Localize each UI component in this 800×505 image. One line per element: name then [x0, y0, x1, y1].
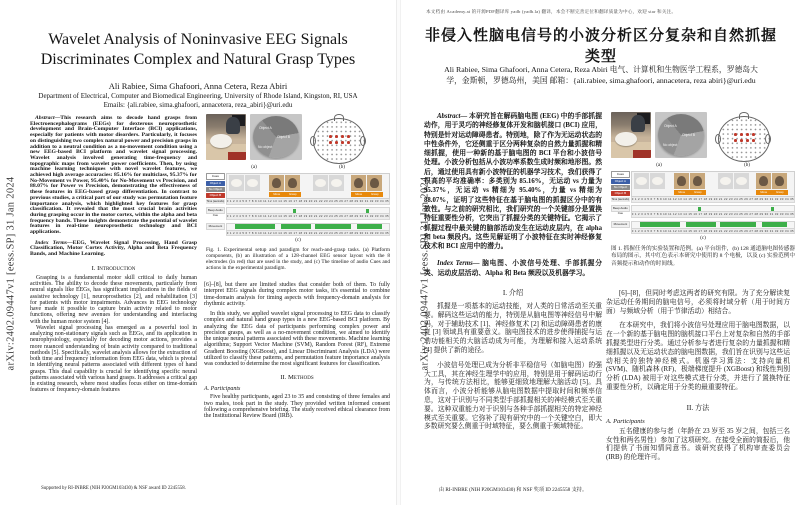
authors-line-1: Ali Rabiee, Sima Ghafoori, Anna Cetera, Reza Abiri 电气、计算机和生物医学工程系，罗德岛大	[444, 65, 758, 74]
section-methods: II. Methods	[280, 374, 314, 382]
disc-shape	[253, 116, 299, 158]
title-line-1: Wavelet Analysis of Noninvasive EEG Signals	[48, 31, 348, 48]
timeline-legend	[206, 173, 225, 205]
trial-group	[313, 175, 345, 191]
movement-strip	[226, 223, 390, 231]
move-cue-label: Move	[355, 192, 363, 196]
cue-photo-tile	[313, 175, 328, 191]
legend-cues: Cues	[611, 171, 630, 178]
setup-photo	[611, 112, 651, 158]
time-ticks: 0 1 2 3 4 5 6 7 8 9 10 11 12 13 14 15 16 17 18 19 20 21 22 23 24 25 26 27 28 29 30 31 32 33 34 35	[631, 228, 794, 233]
section-introduction: I. 介绍	[502, 289, 524, 298]
red-electrode	[335, 135, 338, 138]
paper-page-chinese	[400, 0, 800, 505]
red-electrode	[752, 139, 755, 142]
disc-label-object-a: Object A	[664, 124, 677, 128]
movement-block	[762, 222, 787, 227]
disc-shape	[658, 114, 704, 156]
headmap-electrode-grid	[313, 118, 365, 164]
red-electrode	[329, 135, 332, 138]
figure-panel-c-timeline	[206, 173, 390, 236]
movement-block	[281, 224, 311, 229]
disc-label-no-object: No object	[663, 143, 678, 147]
timeline-track	[226, 173, 390, 205]
beep-mark	[771, 207, 775, 211]
section-methods: II. 方法	[686, 403, 710, 412]
legend-object-b: Object B	[206, 193, 225, 198]
paper-page-english	[0, 0, 397, 505]
red-electrode	[335, 141, 338, 144]
figure-panel-a-b	[206, 114, 390, 164]
affiliation: Department of Electrical, Computer and Biomedical Engineering, University of Rhode Island, Kingston, RI, USA	[38, 92, 358, 100]
cue-photo-tile	[229, 175, 244, 191]
grasp-photo-tile	[690, 173, 705, 189]
red-electrode	[746, 133, 749, 136]
disc-label-no-object: No object	[258, 145, 273, 149]
page-title	[22, 30, 374, 70]
index-terms-text: 脑电图、小波信号处理、手部抓握分类、运动皮层活动、Alpha 和 Beta 频段以及机器学习。	[424, 260, 603, 277]
grasp-cue-label: Grasp	[288, 192, 297, 196]
movement-block	[686, 222, 716, 227]
move-grasp-cuebar	[674, 190, 706, 195]
red-electrode	[347, 135, 350, 138]
authors: Ali Rabiee, Sima Ghafoori, Anna Cetera, Reza Abiri	[108, 81, 288, 91]
red-electrode	[746, 139, 749, 142]
intro-paragraph-2: 小波信号处理已成为分析非平稳信号（如脑电图）的强大工具，其在神经生理学中的应用，特别是用于解码运动行为，与传统方法相比，能够更细致地理解大脑活动 [5]。具体而言，小波分析能够从脑电图数据中提取时间和频率信息，这对于识别与不同类型手部抓握相关的神经模式至关重要。这种双重能力对于识别与各种手部抓握相关的特定神经模式至关重要。它弥补了现有研究中的一个关键空白，即大多数研究要么侧重于时域特征，要么侧重于频域特征。	[424, 361, 602, 431]
col2-paragraph-2: In this study, we applied wavelet signal processing to EEG data to classify complex and natural hand grasp types in a new EEG-based BCI platform. By analyzing the EEG data of participants performing complex power and precision grasps, as well as a no-movement condition, we aimed to identify the unique neural patterns associated with these movements. Machine learning algorithms; Support Vector Machine (SVM), Random Forest (RF), Extreme Gradient Boosting (XGBoost), and Linear Discriminant Analysis (LDA) were utilized to classify these patterns, and permutation feature importance analysis was conducted to determine the most significant features for classification.	[204, 311, 390, 367]
beep-strip	[226, 207, 390, 214]
index-terms-text: EEG, Wavelet Signal Processing, Hand Grasp Classification, Motor Cortex Activity, Alpha and Beta Frequency Bands, and Machine Learning.	[30, 239, 197, 258]
timeline-legend	[611, 171, 630, 203]
col2-paragraph-1: [6]–[8]，但同时考虑这两者的研究有限。为了充分解读复杂运动任务期间的脑电信号，必须将时域分析（用于时间方面）与频域分析（用于节律活动）相结合。	[606, 290, 790, 315]
trial-group	[718, 173, 750, 189]
col2-paragraph-1: [6]–[8], but there are limited studies that consider both of them. To fully interpret EEG signals during complex motor tasks, it's essential to combine time-domain analysis for timing aspects with frequency-domain analysis for rhythmic activity.	[204, 282, 390, 307]
cue-photo-tile	[634, 173, 649, 189]
movement-block	[315, 224, 351, 229]
intro-paragraph-1: Grasping is a fundamental motor skill critical to daily human activities. The ability to decode these movements, particularly from neural signals like EEGs, has significant implications in the fields of assistive technology [1], neuroprosthetics [2], and rehabilitation [3] for patients with motor impairments. Advances in EEG technology have made it possible to capture brain activity related to motor functions, offering new avenues for understanding and interfacing with the human motor system [4].	[30, 274, 197, 325]
time-ticks: 0 1 2 3 4 5 6 7 8 9 10 11 12 13 14 15 16 17 18 19 20 21 22 23 24 25 26 27 28 29 30 31 32 33 34 35	[226, 230, 389, 235]
movement-block	[640, 222, 680, 227]
setup-photo	[206, 114, 246, 160]
index-terms	[30, 241, 197, 258]
movement-block	[357, 224, 382, 229]
beep-mark	[293, 209, 297, 213]
grasp-photo-tile	[674, 173, 689, 189]
beep-audio-cue-label: Beep Audio Cue	[207, 208, 223, 218]
movement-strip	[631, 221, 795, 229]
disc-label-object-a: Object A	[259, 126, 272, 130]
cue-photo-strip	[226, 173, 390, 199]
legend-object-a: Object A	[206, 181, 225, 186]
timeline-track	[631, 171, 795, 203]
panel-c-label: (c)	[295, 238, 301, 244]
disc-label-object-b: Object B	[682, 133, 696, 137]
beep-mark	[366, 209, 370, 213]
column-left	[30, 116, 197, 394]
column-right	[204, 282, 390, 419]
abstract	[424, 112, 602, 251]
trial-group	[756, 173, 788, 195]
cue-photo-strip	[631, 171, 795, 197]
subsection-participants: A. Participants	[204, 386, 241, 393]
authors	[431, 64, 771, 86]
intro-paragraph-1: 抓握是一项基本的运动技能，对人类的日常活动至关重要。解码这些运动的能力，特别是从脑电图等神经信号中解码，对于辅助技术 [1]、神经修复术 [2] 和运动障碍患者的康复 [3] 领域具有重要意义。脑电图技术的进步使得捕捉与运动功能相关的大脑活动成为可能，为理解和接入运动系统 [4] 提供了新的途径。	[424, 303, 602, 355]
red-electrode	[752, 133, 755, 136]
movement-block	[235, 224, 275, 229]
participants-paragraph: Five healthy participants, aged 23 to 35 and consisting of three females and two males, took part in the study. They provided written informed consent following a comprehensive briefing. The study received ethical clearance from the Institutional Review Board (IRB).	[204, 394, 390, 419]
red-electrode	[329, 141, 332, 144]
section-introduction: I. Introduction	[91, 264, 136, 272]
arxiv-margin-label: arXiv:2402.09447v1 [eess.SP] 31 Jan 2024	[5, 176, 17, 371]
trial-group	[634, 173, 666, 189]
panel-c-label: (c)	[700, 236, 706, 242]
legend-object-a: Object A	[611, 179, 630, 184]
legend-no-object: No Object	[206, 187, 225, 192]
grasp-photo-tile	[269, 175, 284, 191]
grasp-cue-label: Grasp	[693, 190, 702, 194]
cue-photo-tile	[734, 173, 749, 189]
move-cue-label: Move	[273, 192, 281, 196]
col2-paragraph-2: 在本研究中，我们将小波信号处理应用于脑电图数据，以在一个新的基于脑电图的脑机接口平台上对复杂和自然的手部抓握类型进行分类。通过分析参与者进行复杂的力量抓握和精细抓握以及无运动状态的脑电图数据，我们旨在识别与这些运动相关的独特神经模式。机器学习算法：支持向量机 (SVM)、随机森林 (RF)、极端梯度提升 (XGBoost) 和线性判别分析 (LDA) 被用于对这些模式进行分类，并进行了置换特征重要性分析，以确定用于分类的最重要特征。	[606, 322, 790, 391]
abstract	[30, 116, 197, 236]
beep-mark	[698, 207, 702, 211]
cue-photo-tile	[650, 173, 665, 189]
grasp-photo-tile	[285, 175, 300, 191]
figure-caption: 图 1. 抓握任务的实验装置和范例。(a) 平台组件，(b) 128 通道脑电图传感器布局的图示，其中红色表示本研究中使用的 8 个电极，以及 (c) 实验范例中音频提示和动作的时间线。	[611, 246, 795, 267]
move-grasp-cuebar	[269, 192, 301, 197]
figure-panel-a-b	[611, 112, 795, 162]
move-cue-label: Move	[678, 190, 686, 194]
panel-a-label: (a)	[656, 163, 662, 168]
eeg-headmap	[715, 112, 771, 162]
time-ticks: 0 1 2 3 4 5 6 7 8 9 10 11 12 13 14 15 16 17 18 19 20 21 22 23 24 25 26 27 28 29 30 31 32 33 34 35	[631, 197, 794, 201]
beep-audio-cue-label: Beep Audio Cue	[612, 206, 628, 216]
trial-group	[351, 175, 383, 197]
panel-labels	[206, 165, 390, 170]
headmap-electrode-grid	[718, 116, 770, 162]
authors-line-2: 学，金斯顿，罗德岛州，美国 邮箱：{ali.rabiee, sima.ghafoori, annacetera, reza abiri}@uri.edu	[446, 76, 756, 85]
cloth-shape	[633, 150, 651, 158]
red-electrode	[740, 139, 743, 142]
title-line-2: Discriminates Complex and Natural Grasp Types	[40, 51, 356, 68]
support-footnote: Supported by RI-INBRE (NIH P20GM103430) & NSF award ID 2245558.	[41, 486, 186, 491]
cloth-shape	[228, 152, 246, 160]
abstract-label: Abstract—	[437, 113, 470, 120]
figure-1	[206, 114, 390, 271]
move-grasp-cuebar	[351, 192, 383, 197]
trial-group	[674, 173, 706, 195]
column-left	[424, 112, 602, 438]
participant-shape	[631, 115, 645, 132]
red-electrode	[341, 141, 344, 144]
grasp-photo-tile	[756, 173, 771, 189]
legend-cues: Cues	[206, 173, 225, 180]
intro-paragraph-2: Wavelet signal processing has emerged as a powerful tool in analyzing non-stationary signals such as EEGs, and its application in neurophysiology, especially for decoding motor actions, provides a more nuanced understanding of brain activity compared to traditional methods [5]. Specifically, wavelet analysis allows for the extraction of both time and frequency information from EEG data, which is pivotal in identifying neural patterns associated with different types of hand grasps. This dual capability is crucial for identifying specific neural patterns associated with various hand grasps. It addresses a critical gap in existing research, where most studies focus either on time-domain features or frequency-domain features	[30, 324, 198, 394]
panel-labels	[611, 163, 795, 168]
column-right	[606, 290, 790, 469]
grasp-cue-label: Grasp	[370, 192, 379, 196]
red-electrode	[341, 135, 344, 138]
figure-1	[611, 112, 795, 268]
index-terms-label: Index Terms—	[437, 260, 483, 268]
movement-block	[720, 222, 756, 227]
cue-photo-tile	[718, 173, 733, 189]
translator-note: 本文档由 Academy.ai 的开源PDF翻译库 yadb (yadb.la) 翻译，本会不断完善定位和翻译质量为中心，欢迎 star 和关注。	[426, 9, 677, 14]
figure-caption: Fig. 1. Experimental setup and paradigm for reach-and-grasp tasks. (a) Platform components, (b) an illustration of a 128-channel EEG sensor layout with the 8 electrodes (in red) that are used in the study, and (c) The timeline of audio Cues and actions in the experimental paradigm.	[206, 247, 390, 272]
index-terms-label: Index Terms—	[35, 239, 73, 246]
legend-no-object: No Object	[611, 185, 630, 190]
red-electrode	[347, 141, 350, 144]
participant-shape	[226, 117, 240, 134]
figure-panel-c-timeline	[611, 171, 795, 234]
eeg-headmap	[310, 114, 366, 164]
panel-b-label: (b)	[339, 165, 345, 170]
subsection-participants: A. Participants	[606, 417, 645, 425]
grasp-cue-label: Grasp	[775, 190, 784, 194]
rotating-disc-photo	[250, 114, 302, 160]
cue-photo-tile	[329, 175, 344, 191]
rotating-disc-photo	[655, 112, 707, 158]
abstract-label: Abstract—	[35, 115, 61, 121]
trial-group	[269, 175, 301, 197]
legend-object-b: Object B	[611, 191, 630, 196]
time-ticks: 0 1 2 3 4 5 6 7 8 9 10 11 12 13 14 15 16 17 18 19 20 21 22 23 24 25 26 27 28 29 30 31 32 33 34 35	[226, 199, 389, 203]
abstract-text: This research aims to decode hand grasps from Electroencephalograms (EEGs) for dexterous neuroprosthetic development and Brain-Computer Interface (BCI) applications, especially for patients with motor disorders. Particularly, it focuses on distinguishing two complex natural power and precision grasps in addition to a neutral condition as a no-movement condition using a new EEG-based BCI platform and wavelet signal processing. Wavelet analysis involved generating time-frequency and topographic maps from wavelet power coefficients. Then, by using machine learning techniques with novel wavelet features, we achieved high average accuracies: 85.16% for multiclass, 95.37% for No-Movement vs Power, 95.40% for No-Movement vs Precision, and 88.07% for Power vs Precision, demonstrating the effectiveness of these features in EEG-based grasp differentiation. In contrast to previous studies, a critical part of our study was permutation feature importance analysis, which highlighted key features for grasp classification. It revealed that the most crucial brain activities during grasping occur in the motor cortex, within the alpha and beta frequency bands. These insights demonstrate the potential of wavelet features in real-time neuroprosthetic technology and BCI applications.	[30, 115, 197, 236]
move-grasp-cuebar	[756, 190, 788, 195]
index-terms	[424, 259, 602, 278]
move-cue-label: Move	[760, 190, 768, 194]
participants-paragraph: 五名健康的参与者（年龄在 23 岁至 35 岁之间，包括三名女性和两名男性）参加了这项研究。在接受全面的简报后，他们提供了书面知情同意书。该研究获得了机构审查委员会 (IRB) 的伦理许可。	[606, 427, 790, 462]
grasp-photo-tile	[367, 175, 382, 191]
page-title: 非侵入性脑电信号的小波分析区分复杂和自然抓握类型	[424, 28, 777, 65]
legend-time: Time (seconds)	[611, 197, 630, 201]
movement-label: Movement	[611, 221, 630, 228]
grasp-photo-tile	[772, 173, 787, 189]
support-footnote: 由 RI-INBRE (NIH P20GM103430) 和 NSF 奖项 ID 2245558 支持。	[438, 487, 588, 493]
time-ticks: 0 1 2 3 4 5 6 7 8 9 10 11 12 13 14 15 16 17 18 19 20 21 22 23 24 25 26 27 28 29 30 31 32 33 34 35	[631, 212, 794, 217]
abstract-text: 本研究旨在解码脑电图 (EEG) 中的手部抓握动作，用于灵巧的神经修复体开发和脑机接口 (BCI) 应用，特别是针对运动障碍患者。特别地，除了作为无运动状态的中性条件外，它还侧重于区分两种复杂的自然力量抓握和精细抓握，使用一种新的基于脑电图的 BCI 平台和小波信号处理。小波分析包括从小波功率系数生成时频和地形图。然后，通过使用具有新小波特征的机器学习技术，我们获得了很高的平均准确率：多类别为 85.16%，无运动 vs 力量为 95.37%，无运动 vs 精细为 95.40%，力量 vs 精细为 88.07%，证明了这些特征在基于脑电图的抓握区分中的有效性。与之前的研究相比，我们研究的一个关键部分是置换特征重要性分析，它突出了抓握分类的关键特征。它揭示了抓握过程中最关键的脑部活动发生在运动皮层内，在 alpha 和 beta 频段内。这些见解证明了小波特征在实时神经修复技术和 BCI 应用中的潜力。	[424, 113, 602, 251]
dome-object-shape	[210, 134, 232, 148]
time-ticks: 0 1 2 3 4 5 6 7 8 9 10 11 12 13 14 15 16 17 18 19 20 21 22 23 24 25 26 27 28 29 30 31 32 33 34 35	[226, 214, 389, 219]
beep-strip	[631, 205, 795, 212]
grasp-photo-tile	[351, 175, 366, 191]
legend-time: Time (seconds)	[206, 199, 225, 203]
cue-photo-tile	[245, 175, 260, 191]
trial-group	[229, 175, 261, 191]
emails: Emails: {ali.rabiee, sima.ghafoori, annacetera, reza_abiri}@uri.edu	[103, 101, 293, 109]
movement-label: Movement	[206, 223, 225, 230]
disc-label-object-b: Object B	[277, 135, 291, 139]
dome-object-shape	[615, 132, 637, 146]
panel-a-label: (a)	[251, 165, 257, 170]
panel-b-label: (b)	[744, 163, 750, 168]
red-electrode	[734, 139, 737, 142]
red-electrode	[734, 133, 737, 136]
arxiv-margin-label: arXiv:2402.09447v1 [eess.SP] 31 Jan 2024	[419, 176, 431, 371]
red-electrode	[740, 133, 743, 136]
